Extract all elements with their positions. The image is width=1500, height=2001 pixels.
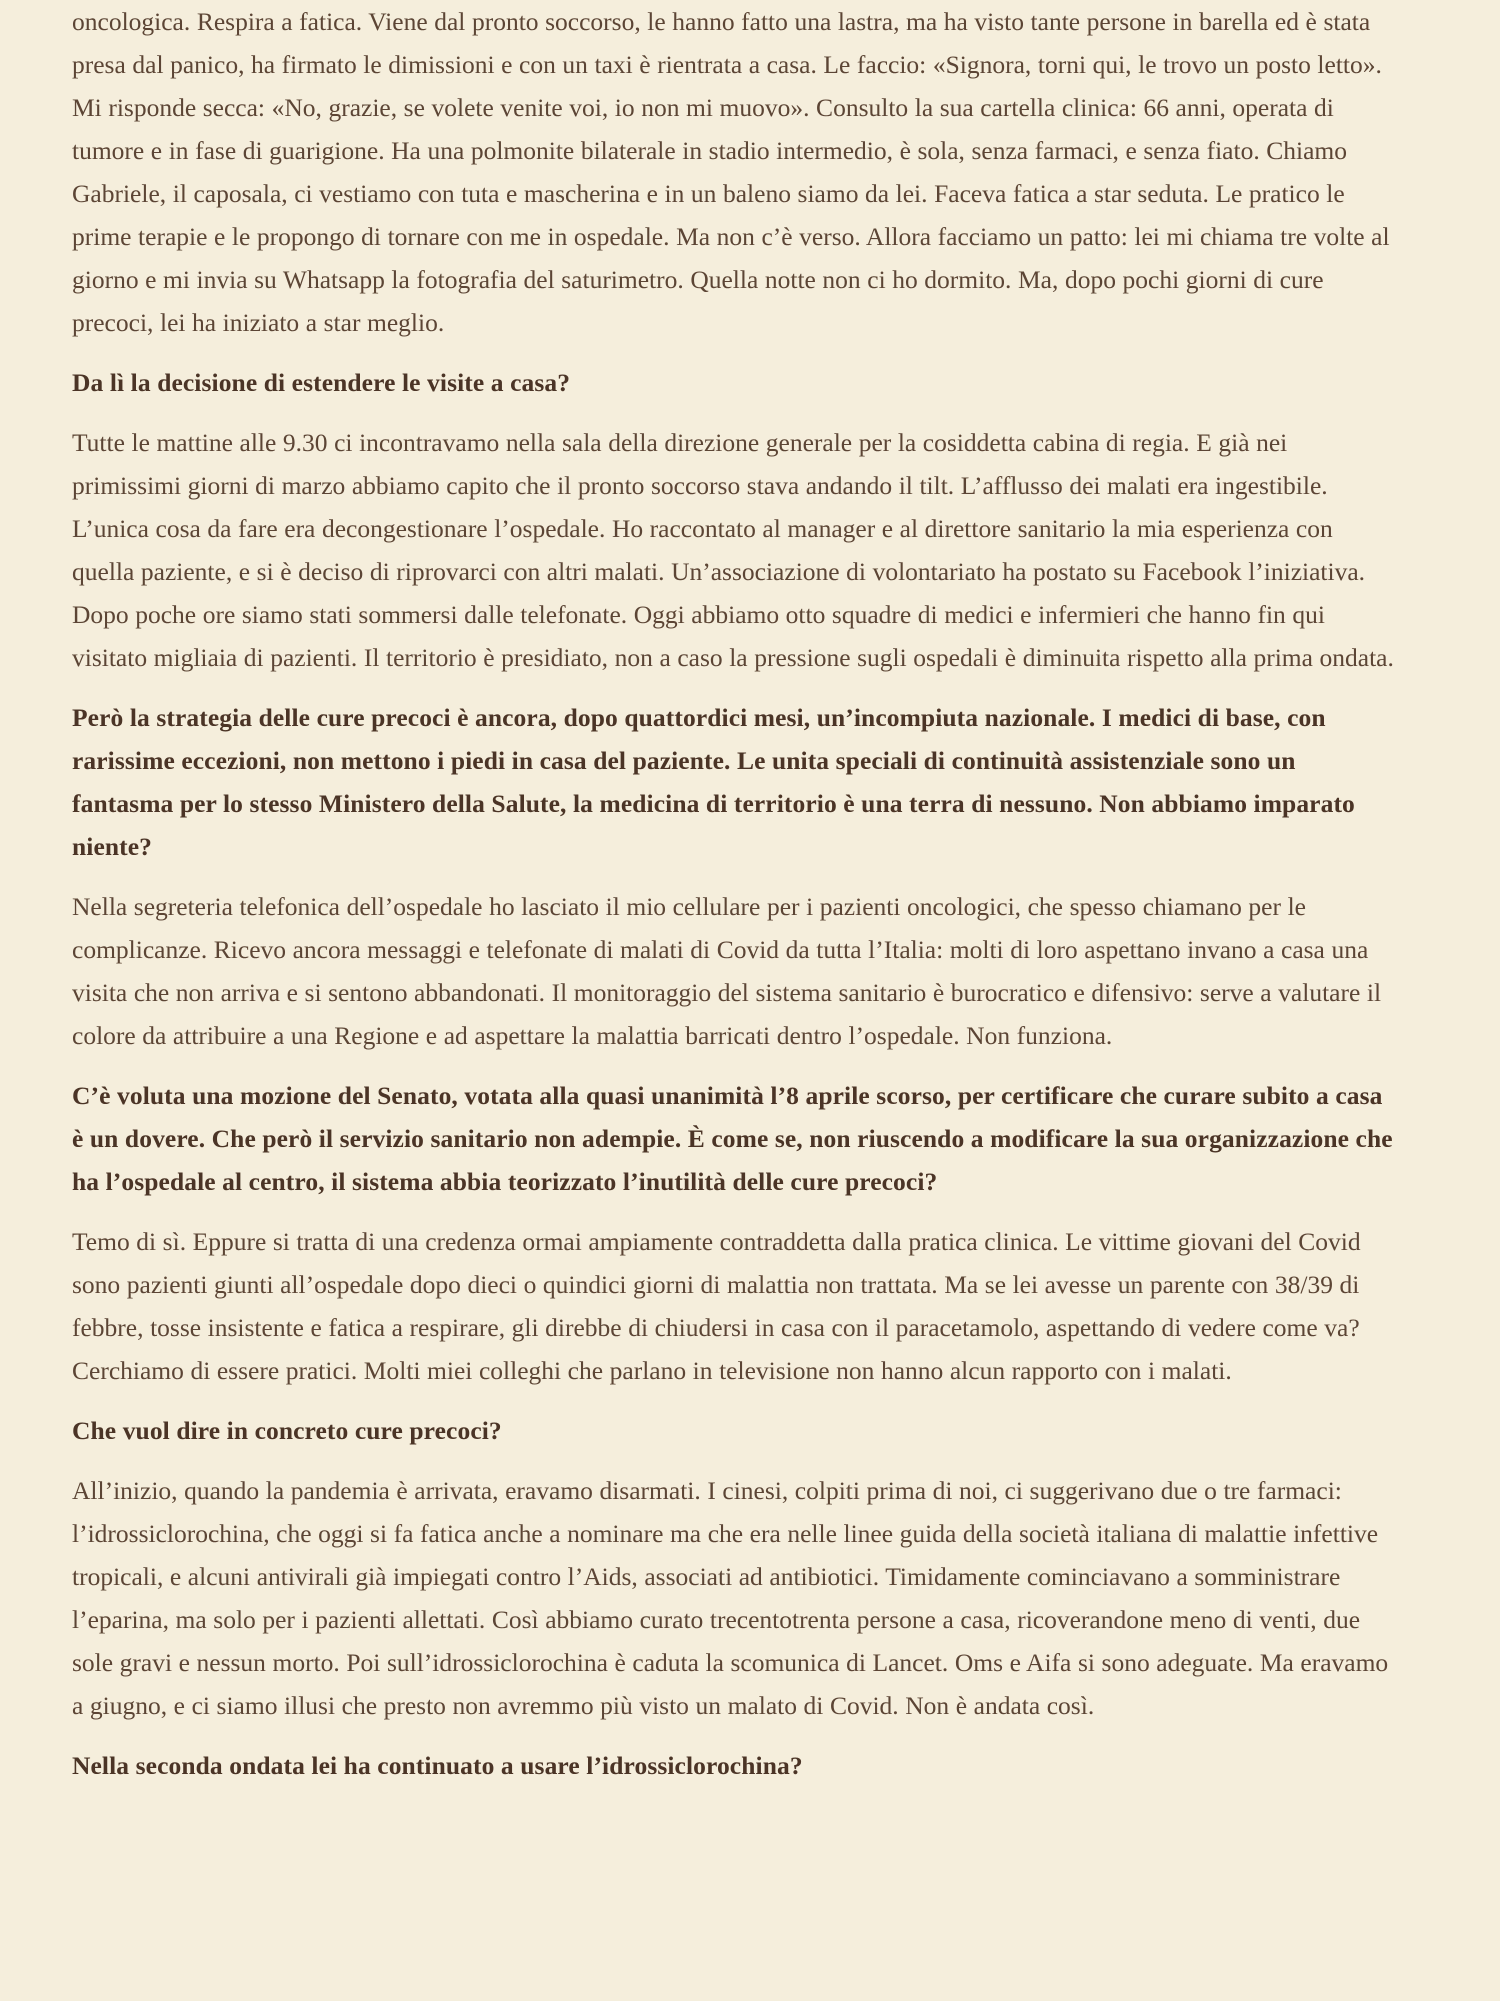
body-paragraph: Nella segreteria telefonica dell’ospedale ho lasciato il mio cellulare per i pazienti oncologici, che spesso chiamano per le complicanze. Ricevo ancora messaggi e telefonate di malati di Covid da tutta l’Italia: molti di loro aspettano invano a casa una visita che non arriva e si sentono abbandonati. Il monitoraggio del sistema sanitario è burocratico e difensivo: serve a valutare il colore da attribuire a una Regione e ad aspettare la malattia barricati dentro l’ospedale. Non funziona. [72,892,1382,1050]
article-body [72,0,1400,1787]
spacer [72,1392,1400,1409]
interview-question-heading: Nella seconda ondata lei ha continuato a usare l’idrossiclorochina? [72,1751,803,1780]
interview-question-heading: Però la strategia delle cure precoci è ancora, dopo quattordici mesi, un’incompiuta nazionale. I medici di base, con rarissime eccezioni, non mettono i piedi in casa del paziente. Le unita speciali di continuità assistenziale sono un fantasma per lo stesso Ministero della Salute, la medicina di territorio è una terra di nessuno. Non abbiamo imparato niente? [72,703,1355,861]
interview-question-heading: C’è voluta una mozione del Senato, votata alla quasi unanimità l’8 aprile scorso, per certificare che curare subito a casa è un dovere. Che però il servizio sanitario non adempie. È come se, non riuscendo a modificare la sua organizzazione che ha l’ospedale al centro, il sistema abbia teorizzato l’inutilità delle cure precoci? [72,1081,1393,1196]
interview-question-heading: Che vuol dire in concreto cure precoci? [72,1416,502,1445]
interview-question-heading: Da lì la decisione di estendere le visite a casa? [72,368,571,397]
spacer [72,1452,1400,1469]
spacer [72,1727,1400,1744]
body-paragraph: All’inizio, quando la pandemia è arrivata, eravamo disarmati. I cinesi, colpiti prima di noi, ci suggerivano due o tre farmaci: l’idrossiclorochina, che oggi si fa fatica anche a nominare ma che era nelle linee guida della società italiana di malattie infettive tropicali, e alcuni antivirali già impiegati contro l’Aids, associati ad antibiotici. Timidamente cominciavano a somministrare l’eparina, ma solo per i pazienti allettati. Così abbiamo curato trecentotrenta persone a casa, ricoverandone meno di venti, due sole gravi e nessun morto. Poi sull’idrossiclorochina è caduta la scomunica di Lancet. Oms e Aifa si sono adeguate. Ma eravamo a giugno, e ci siamo illusi che presto non avremmo più visto un malato di Covid. Non è andata così. [72,1476,1389,1720]
spacer [72,868,1400,885]
spacer [72,344,1400,361]
body-paragraph: Temo di sì. Eppure si tratta di una credenza ormai ampiamente contraddetta dalla pratica clinica. Le vittime giovani del Covid sono pazienti giunti all’ospedale dopo dieci o quindici giorni di malattia non trattata. Ma se lei avesse un parente con 38/39 di febbre, tosse insistente e fatica a respirare, gli direbbe di chiudersi in casa con il paracetamolo, aspettando di vedere come va? Cerchiamo di essere pratici. Molti miei colleghi che parlano in televisione non hanno alcun rapporto con i malati. [72,1227,1361,1385]
spacer [72,404,1400,421]
spacer [72,1203,1400,1220]
spacer [72,1057,1400,1074]
body-paragraph: Tutte le mattine alle 9.30 ci incontravamo nella sala della direzione generale per la cosiddetta cabina di regia. E già nei primissimi giorni di marzo abbiamo capito che il pronto soccorso stava andando il tilt. L’afflusso dei malati era ingestibile. L’unica cosa da fare era decongestionare l’ospedale. Ho raccontato al manager e al direttore sanitario la mia esperienza con quella paziente, e si è deciso di riprovarci con altri malati. Un’associazione di volontariato ha postato su Facebook l’iniziativa. Dopo poche ore siamo stati sommersi dalle telefonate. Oggi abbiamo otto squadre di medici e infermieri che hanno fin qui visitato migliaia di pazienti. Il territorio è presidiato, non a caso la pressione sugli ospedali è diminuita rispetto alla prima ondata. [72,428,1394,672]
body-paragraph: oncologica. Respira a fatica. Viene dal pronto soccorso, le hanno fatto una lastra, ma ha visto tante persone in barella ed è stata presa dal panico, ha firmato le dimissioni e con un taxi è rientrata a casa. Le faccio: «Signora, torni qui, le trovo un posto letto». Mi risponde secca: «No, grazie, se volete venite voi, io non mi muovo». Consulto la sua cartella clinica: 66 anni, operata di tumore e in fase di guarigione. Ha una polmonite bilaterale in stadio intermedio, è sola, senza farmaci, e senza fiato. Chiamo Gabriele, il caposala, ci vestiamo con tuta e mascherina e in un baleno siamo da lei. Faceva fatica a star seduta. Le pratico le prime terapie e le propongo di tornare con me in ospedale. Ma non c’è verso. Allora facciamo un patto: lei mi chiama tre volte al giorno e mi invia su Whatsapp la fotografia del saturimetro. Quella notte non ci ho dormito. Ma, dopo pochi giorni di cure precoci, lei ha iniziato a star meglio. [72,7,1390,337]
spacer [72,679,1400,696]
